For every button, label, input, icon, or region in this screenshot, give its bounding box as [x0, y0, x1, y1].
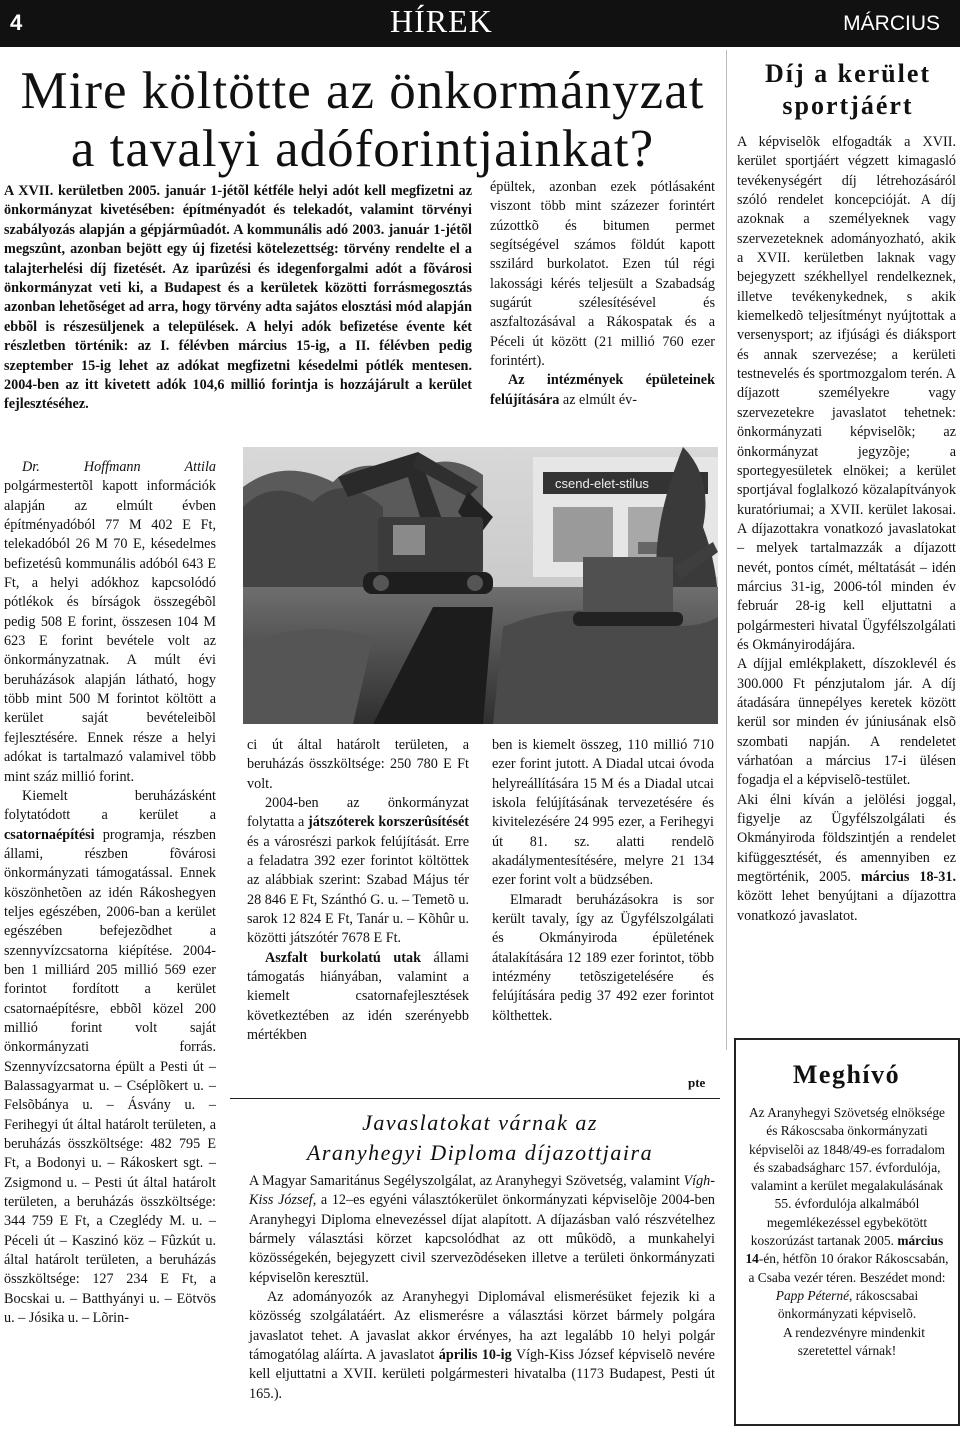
- article-column-3-top: [490, 178, 715, 410]
- second-paragraph-1: [249, 1172, 715, 1288]
- col2-p3-text-b: állami támogatás hiányában, valamint a kiemelt csatornafejlesztések következtében az idén szerényebb mértékben: [247, 949, 469, 1044]
- invitation-text-b: -én, hétfõn 10 órakor Rákoscsabán, a Csaba vezér téren. Beszédet mond:: [748, 1251, 949, 1285]
- headline-line-2: a tavalyi adóforintjainkat?: [70, 120, 655, 178]
- author-signature: pte: [688, 1075, 706, 1090]
- col1-p2-text-a: Kiemelt beruházásként folytatódott a kerület a: [4, 787, 216, 824]
- page-number: 4: [10, 10, 23, 35]
- col2-paragraph-3: [247, 949, 469, 1046]
- sidebar-prize-paragraph-3: [737, 791, 956, 926]
- col3-paragraph-2: [490, 371, 715, 410]
- col2-paragraph-1: ci út által határolt területen, a beruházás összköltsége: 250 780 E Ft volt.: [247, 737, 469, 792]
- second-paragraph-2: [249, 1288, 715, 1404]
- col1-p1-text: polgármestertõl kapott információk alapján az elmúlt évben építményadóból 77 M 402 E Ft, telekadóból 26 M 70 E, késedelmes befizetésû kommunális adóból 643 E Ft, a helyi adókhoz kapcsolódó pótlékok és bírságok összegébõl pedig 508 E forint, összesen 104 M 623 E forint bevétele volt az önkormányzatnak. A múlt évi beruházások alapján látható, hogy több mint 500 M forintot költött a kerület saját bevételeibõl fejlesztésére. Ennek része a helyi adókat is tartalmazó valamivel több mint száz millió forint.: [4, 478, 216, 785]
- second-p2-text-b: Vígh-Kiss József képviselõ nevére kell eljuttatni a XVII. kerületi polgármesteri hivatalba (1173 Budapest, Pesti út 165.).: [249, 1347, 715, 1402]
- sidebar-prize-title: [740, 58, 956, 122]
- sidebar-p3-bold: március 18-31.: [860, 869, 956, 886]
- sidebar-prize-paragraph-1: A képviselõk elfogadták a XVII. kerület sportjáért végzett kimagasló tevékenységért díj létrehozásáról szóló rendelet koncepcióját. A díj azoknak a személyeknek vagy szervezeteknek adományozható, akik a XVII. kerületben laknak vagy bejegyzett székhellyel rendelkeznek, illetve tevékenykednek, s akik kiemelkedõ teljesítményt nyújtottak a versenysport; az ifjúsági és diáksport és annak szervezése; a kerületi testnevelés és sportmozgalom terén. A díjazott személyekre vagy szervezetekre javaslatot tehetnek: önkormányzati képviselõk; az önkormányzat jegyzõje; a sportegyesületek elnökei; a kerület sportjával foglalkozó közalapítványok kuratóriumai; a XVII. kerület lakosai. A díjazottakra vonatkozó javaslatokat – melyek tartalmazzák a díjazott nevét, pontos címét, méltatását – idén március 31-ig, 2006-tól minden év február 28-ig kell eljuttatni a polgármesteri hivatal Ügyfélszolgálati és Okmányirodájára.: [737, 134, 956, 653]
- section-divider: [230, 1098, 720, 1099]
- col3-p2-bold: Az intézmények épületeinek felújítására: [490, 372, 715, 408]
- col3-p2-text-b: az elmúlt év-: [559, 391, 637, 408]
- second-p1-text-a: A Magyar Samaritánus Segélyszolgálat, az Aranyhegyi Szövetség, valamint: [249, 1173, 684, 1189]
- headline-line-1: Mire költötte az önkormányzat: [20, 62, 705, 120]
- article-headline: [0, 62, 725, 178]
- col2-p2-text-b: és a városrészi parkok felújítását. Erre a feladatra 392 ezer forintot költöttek az alábbiak szerint: Szabad Május tér 28 846 E Ft, Szánthó G. u. – Temetõ u. sarok 12 824 E Ft, Tanár u. – Kõhûr u. közötti játszótér 7678 E Ft.: [247, 833, 469, 947]
- column-separator: [726, 50, 727, 1050]
- invitation-title: Meghívó: [792, 1060, 901, 1089]
- col1-paragraph-1: [4, 458, 216, 787]
- article-lead: A XVII. kerületben 2005. január 1-jétõl kétféle helyi adót kell megfizetni az önkormányzat kivetésében: építményadót és telekadót, valamint törvényi szabályozás alapján a gépjármûadót. A kommunális adó 2003. január 1-jétõl megszûnt, azonban bejött egy új fizetési kötelezettség: törvény rendelte el a talajterhelési díj fizetését. Az iparûzési és idegenforgalmi adót a fõvárosi önkormányzat veti ki, a Budapest és a kerületek közötti forrásmegosztás azonban lehetõséget ad arra, hogy törvény adta sajátos elosztási mód alapján ebbõl is részesüljenek a települések. A helyi adók befizetése évente két részletben történik: az I. félévben március 15-ig, a II. félévben pedig szeptember 15-ig lehet az adókat megfizetni késedelmi pótlék mentesen. 2004-ben az itt kivetett adók 104,6 millió forintja is hozzájárult a kerület fejlesztéséhez.: [4, 183, 472, 413]
- col3b-paragraph-2: Elmaradt beruházásokra is sor került tavaly, így az Ügyfélszolgálati és Okmányiroda épületének átalakítására 12 189 ezer forintot, több intézmény tetõszigetelésére és felújítására pedig 37 492 ezer forintot költhettek.: [492, 891, 714, 1024]
- second-title-line-1: Javaslatokat várnak az: [362, 1110, 598, 1135]
- invitation-paragraph-1: [744, 1104, 950, 1324]
- shop-sign-text: csend-elet-stilus: [555, 476, 649, 491]
- page-header-bar: [0, 0, 960, 47]
- article-column-2: [247, 736, 469, 1046]
- invitation-date: március 14: [745, 1233, 944, 1267]
- col1-p2-text-b: programja, részben állami, részben fõvárosi önkormányzati támogatással. Ennek köszönhetõen az idén Rákoshegyen teljes egészében, 2006-ban a kerület egészében befejezõdhet a szennyvízcsatorna kiépítése. 2004-ben 1 milliárd 205 millió 569 ezer forintot fordított a kerület csatornaépítésre, ebbõl közel 200 millió forint volt saját önkormányzati forrás. Szennyvízcsatorna épült a Pesti út – Balassagyarmat u. – Cséplõkert u. – Felsõbánya u. – Ásvány u. – Ferihegyi út által határolt területen, a beruházás összköltsége: 482 795 E Ft, a Bodonyi u. – Rákoskert sgt. – Zsigmond u. – Pesti út által határolt területen, a beruházás összköltsége: 344 759 E Ft, a Czeglédy M. u. – Péceli út – Kaszinó köz – Fûzkút u. által határolt területen, a beruházás összköltsége: 127 234 E Ft, a Bocskai u. – Batthyányi u. – Eötvös u. – Jósika u. – Lõrin-: [4, 826, 216, 1327]
- article-column-1: [4, 458, 216, 1328]
- second-p2-bold: április 10-ig: [438, 1347, 512, 1364]
- invitation-body: [744, 1104, 950, 1360]
- sidebar-p3-text-b: között lehet benyújtani a díjazottra vonatkozó javaslatot.: [737, 888, 956, 924]
- col2-p2-text-a: 2004-ben az önkormányzat folytatta a: [247, 795, 469, 831]
- col1-p2-bold: csatornaépítési: [4, 826, 95, 843]
- invitation-text-c: , rákoscsabai önkormányzati képviselõ.: [777, 1287, 919, 1322]
- col2-paragraph-2: [247, 794, 469, 949]
- issue-month: MÁRCIUS: [843, 12, 940, 35]
- construction-photo: [243, 447, 718, 724]
- speaker-name: Papp Péterné: [775, 1287, 850, 1303]
- second-title-line-2: Aranyhegyi Diploma díjazottjaira: [306, 1140, 654, 1165]
- sidebar-p3-text-a: Aki élni kíván a jelölési joggal, figyelje az Ügyfélszolgálati és Okmányiroda földszintjén a rendelet kifüggesztését, és amennyiben ez megtörténik, 2005.: [737, 791, 956, 886]
- col3-paragraph-1: épültek, azonban ezek pótlásaként viszont több mint százezer forintért zúzottkõ és bitumen permet segítségével számos földút kapott sszilárd burkolatot. Ezen túl régi lakossági kérés teljesült a Szabadság sugárút szélesítésével és aszfaltozásával a Rákospatak és a Péceli út között (21 millió 760 ezer forintért).: [490, 179, 715, 370]
- sidebar-prize-title-line-1: Díj a kerület: [764, 59, 932, 88]
- second-p1-name: Vígh-Kiss József,: [249, 1173, 715, 1209]
- col2-p2-bold: játszóterek korszerûsítését: [307, 814, 469, 831]
- sidebar-prize-body: [737, 133, 956, 926]
- invitation-paragraph-2: A rendezvényre mindenkit szeretettel várnak!: [782, 1324, 926, 1358]
- second-p2-text-a: Az adományozók az Aranyhegyi Diplomával elismerésüket fejezik ki a közösség szolgálatáért. Az elismerésre a választási körzet bármely polgára javaslatot tehet. A javaslat akkor érvényes, ha azt legalább 10 helyi polgár támogatólag aláírta. A javaslatot: [249, 1289, 715, 1364]
- second-article-body: [249, 1172, 715, 1404]
- section-title: HÍREK: [390, 3, 493, 39]
- author-name: Dr. Hoffmann Attila: [22, 459, 216, 475]
- col3b-paragraph-1: ben is kiemelt összeg, 110 millió 710 ezer forint jutott. A Diadal utcai óvoda helyreállítására 15 M és a Diadal utcai iskola felújításának tervezetésére és kivitelezésére 24 995 ezer, a Ferihegyi út 81. sz. alatti rendelõ akadálymentesítésére, melyre 21 134 ezer forint volt a büdzsében.: [492, 737, 714, 889]
- second-article-title: [240, 1108, 720, 1168]
- second-p1-text-b: a 12–es egyéni választókerület önkormányzati képviselõje 2004-ben Aranyhegyi Diploma elnevezéssel díjat alapított. A díjazásban való részvételhez bármely választási körzet kapcsolódhat az ott mûködõ, a munkahelyi közösségekén, bejegyzett civil szervezõdéseken illetve a területi önkormányzati képviselõn keresztül.: [249, 1192, 715, 1286]
- excavator-photo-illustration: [243, 447, 718, 724]
- invitation-text-a: Az Aranyhegyi Szövetség elnöksége és Rákoscsaba önkormányzati képviselõi az 1848/49-es forradalom és szabadságharc 157. évfordulója, valamint a kerület megalakulásának 55. évfordulója alkalmából megemlékezéssel egybekötött koszorúzást tartanak 2005.: [749, 1105, 945, 1249]
- article-column-3-bottom: [492, 736, 714, 1026]
- col2-p3-bold: Aszfalt burkolatú utak: [265, 949, 421, 966]
- sidebar-prize-paragraph-2: A díjjal emlékplakett, díszoklevél és 300.000 Ft pénzjutalom jár. A díj átadására ünnepélyes keretek között kerül sor minden év júniusának elsõ szombati napján. A rendeletet várhatóan a március 17-i ülésen fogadja el a képviselõ-testület.: [737, 656, 956, 789]
- sidebar-prize-title-line-2: sportjáért: [782, 91, 914, 120]
- col1-paragraph-2: [4, 787, 216, 1329]
